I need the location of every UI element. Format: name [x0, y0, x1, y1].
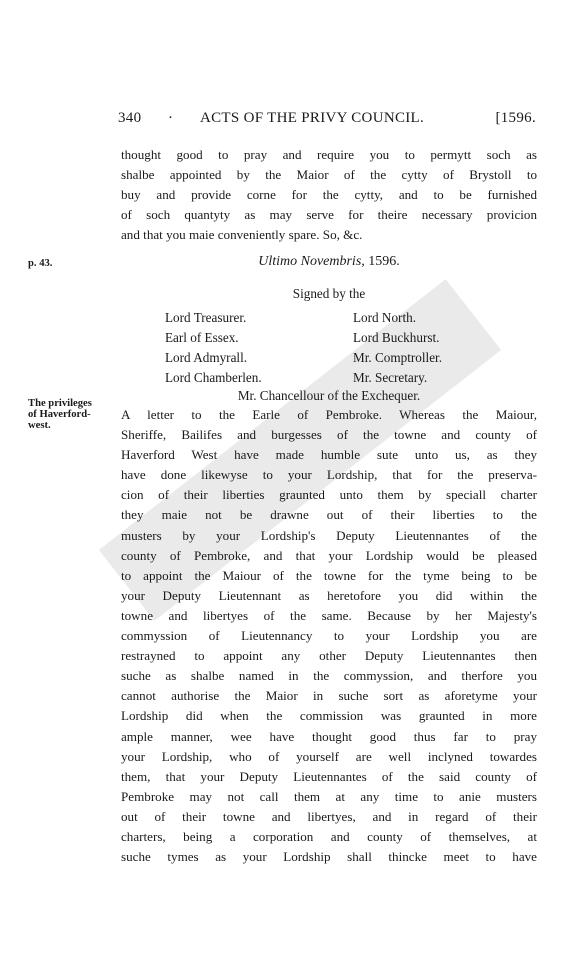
- header-separator: ·: [168, 110, 174, 126]
- letter-paragraph: [121, 405, 537, 867]
- text-line: to appoint the Maiour of the towne for the tyme being to be: [121, 567, 537, 583]
- text-line: and that you maie conveniently spare. So, &c.: [121, 227, 363, 243]
- text-line: cannot authorise the Maior in suche sort as aforetyme your: [121, 688, 537, 704]
- text-line: have done likewyse to your Lordship, that for the preserva-: [121, 467, 537, 483]
- signatory-row: [165, 348, 465, 368]
- text-line: your Lordship, who of yourself are well inclyned towardes: [121, 748, 537, 764]
- signatory: Lord Chamberlen.: [165, 370, 262, 385]
- page-number: 340: [118, 110, 142, 126]
- text-line: ample manner, wee have thought good thus far to pray: [121, 728, 537, 744]
- text-line: they maie not be drawne out of their liberties to the: [121, 507, 537, 523]
- date-heading-italic: Ultimo Novembris,: [258, 254, 365, 269]
- text-line: Pembroke may not call them at any time to anie musters: [121, 788, 537, 804]
- date-heading: [121, 254, 537, 270]
- text-line: Haverford West have made humble sute unto us, as they: [121, 447, 537, 463]
- text-line: Lordship did when the commission was graunted in more: [121, 708, 537, 724]
- text-line: restrayned to appoint any other Deputy Lieutennantes then: [121, 648, 537, 664]
- header-year: [1596.: [495, 110, 536, 126]
- running-title: ACTS OF THE PRIVY COUNCIL.: [200, 110, 425, 126]
- signatory: Lord Admyrall.: [165, 350, 248, 365]
- text-line: them, that your Deputy Lieutennantes of the said county of: [121, 768, 537, 784]
- text-line: your Deputy Lieutennant as heretofore you did within the: [121, 587, 537, 603]
- signatory-chancellour: Mr. Chancellour of the Exchequer.: [237, 388, 421, 403]
- signatory: Earl of Essex.: [165, 330, 239, 345]
- signatory: Mr. Comptroller.: [353, 350, 443, 365]
- text-line: suche tymes as your Lordship shall thincke meet to have: [121, 849, 537, 865]
- text-line: buy and provide corne for the cytty, and to be furnished: [121, 187, 537, 203]
- text-line: A letter to the Earle of Pembroke. Whereas the Maiour,: [121, 407, 537, 422]
- margin-note-line: west.: [28, 420, 51, 431]
- text-line: towne and libertyes of the same. Because by her Majesty's: [121, 607, 537, 623]
- signatory-row: [165, 368, 465, 388]
- text-line: county of Pembroke, and that your Lordship would be pleased: [121, 547, 537, 563]
- text-line: of soch quantyty as may serve for theire necessary provicion: [121, 207, 537, 223]
- text-line: musters by your Lordship's Deputy Lieutennantes of the: [121, 527, 537, 543]
- signed-by-label: Signed by the: [292, 286, 366, 301]
- text-line: commyssion of Lieutennancy to your Lordship you are: [121, 628, 537, 644]
- date-heading-year: 1596.: [368, 254, 400, 269]
- text-line: out of their towne and libertyes, and in regard of their: [121, 808, 537, 824]
- signatory: Lord North.: [353, 310, 416, 325]
- text-line: shalbe appointed by the Maior of the cytty of Brystoll to: [121, 167, 537, 183]
- margin-note-line: The privileges: [28, 398, 92, 409]
- margin-note-privileges: [28, 398, 118, 431]
- text-line: Sheriffe, Bailifes and burgesses of the towne and county of: [121, 427, 537, 443]
- margin-page-reference: p. 43.: [28, 258, 53, 269]
- signatory: Lord Treasurer.: [165, 310, 247, 325]
- text-line: suche as shalbe named in the commyssion, and therfore you: [121, 668, 537, 684]
- text-line: thought good to pray and require you to permytt soch as: [121, 147, 537, 162]
- signatory-row: [165, 308, 465, 328]
- text-line: cion of their liberties graunted unto them by speciall charter: [121, 487, 537, 503]
- signatory-row: [165, 328, 465, 348]
- paragraph-continuation: [121, 145, 537, 245]
- signatories-list: [165, 308, 465, 388]
- signatory: Lord Buckhurst.: [353, 330, 440, 345]
- signatory: Mr. Secretary.: [353, 370, 428, 385]
- text-line: charters, being a corporation and county of themselves, at: [121, 828, 537, 844]
- margin-note-line: of Haverford-: [28, 409, 91, 420]
